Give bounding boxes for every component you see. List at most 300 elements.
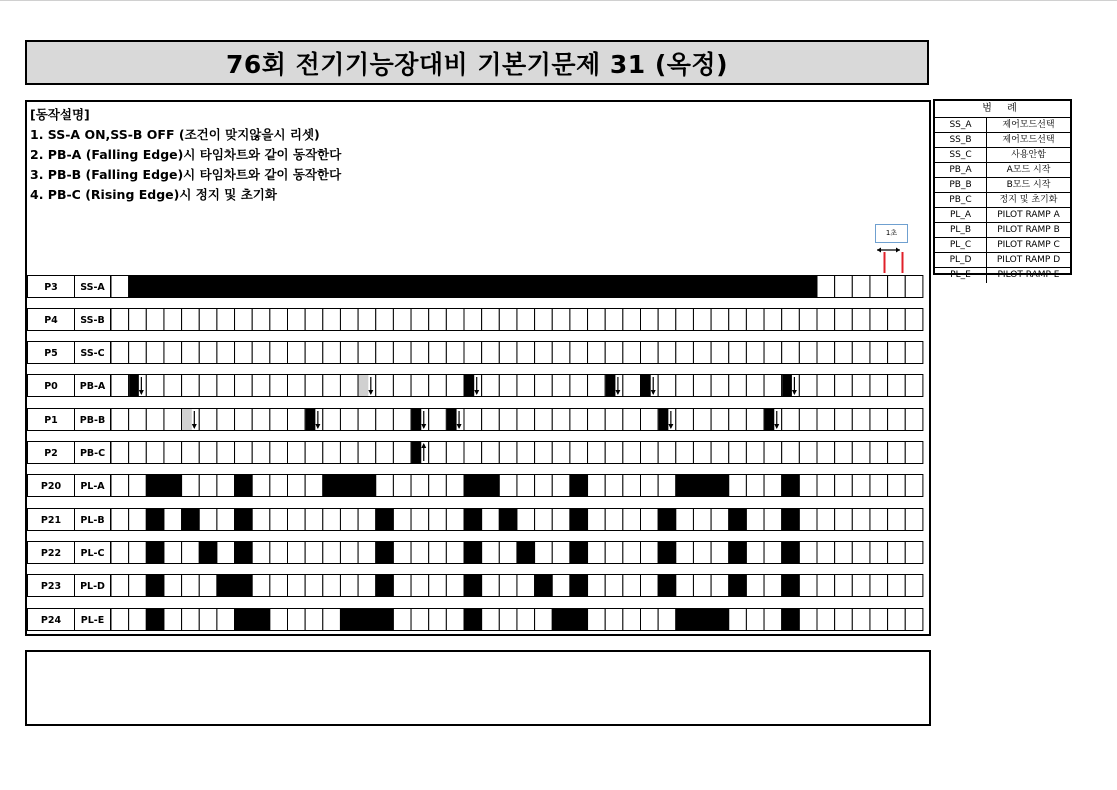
timing-cell bbox=[835, 509, 853, 531]
timing-cell bbox=[429, 342, 447, 364]
timing-cell bbox=[146, 342, 164, 364]
timing-cell bbox=[870, 375, 888, 397]
timing-cell bbox=[905, 342, 923, 364]
timing-cell bbox=[393, 475, 411, 497]
timing-cell bbox=[199, 609, 217, 631]
timing-cell bbox=[799, 409, 817, 431]
timing-cell bbox=[252, 475, 270, 497]
timing-cell bbox=[835, 442, 853, 464]
timing-cell bbox=[199, 509, 217, 531]
port-label: P24 bbox=[27, 608, 75, 631]
legend-key: PL_D bbox=[935, 253, 987, 267]
timing-cell bbox=[393, 309, 411, 331]
timing-cell bbox=[182, 542, 200, 564]
timing-cell bbox=[164, 442, 182, 464]
timing-cell bbox=[552, 575, 570, 597]
signal-on-segment bbox=[676, 474, 729, 497]
timing-cell bbox=[535, 375, 553, 397]
timing-cell bbox=[446, 342, 464, 364]
timing-cell bbox=[111, 342, 129, 364]
timing-cell bbox=[252, 409, 270, 431]
timing-cell bbox=[535, 309, 553, 331]
timing-cell bbox=[693, 342, 711, 364]
timing-cell bbox=[623, 575, 641, 597]
timing-cell bbox=[623, 509, 641, 531]
timing-cell bbox=[817, 509, 835, 531]
timing-cell bbox=[305, 509, 323, 531]
timing-cell bbox=[799, 309, 817, 331]
timing-cell bbox=[305, 342, 323, 364]
timing-cell bbox=[446, 609, 464, 631]
timing-cell bbox=[835, 276, 853, 298]
timing-cell bbox=[799, 375, 817, 397]
timing-cell bbox=[552, 475, 570, 497]
timing-cell bbox=[835, 375, 853, 397]
timing-cell bbox=[746, 509, 764, 531]
timing-cell bbox=[570, 309, 588, 331]
timing-cell bbox=[535, 409, 553, 431]
timing-cell bbox=[217, 409, 235, 431]
timing-cell bbox=[905, 442, 923, 464]
timing-cell bbox=[252, 442, 270, 464]
timing-cell bbox=[588, 342, 606, 364]
timing-cell bbox=[799, 509, 817, 531]
timing-cell bbox=[446, 575, 464, 597]
timing-cell bbox=[905, 609, 923, 631]
port-label: P21 bbox=[27, 508, 75, 531]
title-banner bbox=[25, 40, 929, 85]
timing-cell bbox=[164, 409, 182, 431]
timing-cell bbox=[746, 442, 764, 464]
description-line-4: 4. PB-C (Rising Edge)시 정지 및 초기화 bbox=[30, 187, 277, 202]
timing-cell bbox=[340, 542, 358, 564]
signal-track bbox=[111, 574, 933, 597]
legend-value: A모드 시작 bbox=[1006, 165, 1051, 175]
timing-cell bbox=[517, 409, 535, 431]
timing-cell bbox=[870, 442, 888, 464]
signal-on-segment bbox=[658, 541, 676, 564]
timing-cell bbox=[111, 475, 129, 497]
signal-on-segment bbox=[146, 508, 164, 531]
signal-on-segment bbox=[146, 574, 164, 597]
timing-cell bbox=[746, 342, 764, 364]
timing-cell bbox=[888, 475, 906, 497]
timing-cell bbox=[482, 442, 500, 464]
timing-cell bbox=[429, 575, 447, 597]
timing-cell bbox=[605, 575, 623, 597]
timing-cell bbox=[482, 542, 500, 564]
timing-cell bbox=[393, 609, 411, 631]
timing-cell bbox=[799, 342, 817, 364]
timing-cell bbox=[552, 542, 570, 564]
timing-cell bbox=[411, 609, 429, 631]
timing-cell bbox=[746, 375, 764, 397]
legend-value: PILOT RAMP A bbox=[997, 210, 1060, 220]
timing-cell bbox=[888, 442, 906, 464]
timing-cell bbox=[605, 509, 623, 531]
legend-row bbox=[935, 193, 1070, 208]
timing-cell bbox=[270, 542, 288, 564]
timing-cell bbox=[676, 509, 694, 531]
port-label: P20 bbox=[27, 474, 75, 497]
timing-cell bbox=[835, 409, 853, 431]
timing-cell bbox=[340, 409, 358, 431]
timing-cell bbox=[641, 342, 659, 364]
timing-cell bbox=[888, 542, 906, 564]
timing-cell bbox=[164, 509, 182, 531]
timing-cell bbox=[623, 375, 641, 397]
timing-cell bbox=[570, 342, 588, 364]
timing-cell bbox=[535, 442, 553, 464]
timing-cell bbox=[146, 442, 164, 464]
timing-cell bbox=[111, 409, 129, 431]
signal-on-segment bbox=[782, 574, 800, 597]
signal-on-segment bbox=[235, 474, 253, 497]
timing-cell bbox=[411, 575, 429, 597]
legend-title: 범 례 bbox=[935, 101, 1070, 118]
timing-cell bbox=[199, 575, 217, 597]
timing-cell bbox=[799, 442, 817, 464]
timing-cell bbox=[852, 475, 870, 497]
timing-cell bbox=[623, 309, 641, 331]
timing-cell bbox=[817, 342, 835, 364]
timing-cell bbox=[764, 442, 782, 464]
legend-value: PILOT RAMP D bbox=[996, 255, 1061, 265]
timing-cell bbox=[852, 575, 870, 597]
signal-on-segment bbox=[376, 508, 394, 531]
timing-cell bbox=[835, 609, 853, 631]
timing-cell bbox=[270, 509, 288, 531]
timing-cell bbox=[693, 409, 711, 431]
signal-on-segment bbox=[376, 541, 394, 564]
timing-cell bbox=[482, 409, 500, 431]
timing-cell bbox=[870, 309, 888, 331]
timing-cell bbox=[693, 309, 711, 331]
timing-cell bbox=[711, 375, 729, 397]
arrow-right-icon bbox=[896, 248, 900, 253]
timing-cell bbox=[199, 342, 217, 364]
timing-cell bbox=[288, 309, 306, 331]
timing-cell bbox=[799, 609, 817, 631]
signal-on-segment bbox=[146, 608, 164, 631]
timing-cell bbox=[605, 609, 623, 631]
timing-cell bbox=[411, 309, 429, 331]
timing-cell bbox=[764, 342, 782, 364]
signal-label: SS-A bbox=[75, 275, 111, 298]
timing-cell bbox=[711, 509, 729, 531]
timing-cell bbox=[870, 342, 888, 364]
signal-on-segment bbox=[782, 608, 800, 631]
timing-cell bbox=[182, 475, 200, 497]
timing-cell bbox=[464, 409, 482, 431]
timing-cell bbox=[411, 509, 429, 531]
timing-cell bbox=[199, 442, 217, 464]
signal-on-segment bbox=[658, 508, 676, 531]
timing-cell bbox=[270, 375, 288, 397]
timing-cell bbox=[817, 542, 835, 564]
timing-cell bbox=[340, 375, 358, 397]
port-label: P23 bbox=[27, 574, 75, 597]
signal-label: PB-A bbox=[75, 374, 111, 397]
timing-cell bbox=[393, 575, 411, 597]
timing-cell bbox=[570, 375, 588, 397]
timing-cell bbox=[782, 342, 800, 364]
pulse-mark bbox=[465, 375, 475, 396]
description-line-1: 1. SS-A ON,SS-B OFF (조건이 맞지않을시 리셋) bbox=[30, 127, 320, 142]
legend-row bbox=[935, 178, 1070, 193]
timing-cell bbox=[129, 575, 147, 597]
timing-cell bbox=[323, 342, 341, 364]
timing-cell bbox=[817, 276, 835, 298]
legend-key: PB_A bbox=[935, 163, 987, 177]
timing-cell bbox=[641, 309, 659, 331]
signal-on-segment bbox=[517, 541, 535, 564]
timing-cell bbox=[588, 475, 606, 497]
timing-cell bbox=[852, 375, 870, 397]
timing-cell bbox=[446, 509, 464, 531]
timing-cell bbox=[870, 575, 888, 597]
timing-cell bbox=[693, 542, 711, 564]
timing-cell bbox=[711, 342, 729, 364]
timing-cell bbox=[676, 375, 694, 397]
timing-cell bbox=[252, 542, 270, 564]
timing-cell bbox=[799, 542, 817, 564]
legend-key: PB_B bbox=[935, 178, 987, 192]
timing-cell bbox=[729, 342, 747, 364]
timing-cell bbox=[358, 542, 376, 564]
port-label: P2 bbox=[27, 441, 75, 464]
timing-cell bbox=[746, 475, 764, 497]
timing-cell bbox=[658, 375, 676, 397]
timing-cell bbox=[411, 542, 429, 564]
timing-cell bbox=[676, 442, 694, 464]
timing-cell bbox=[482, 509, 500, 531]
timing-cell bbox=[305, 309, 323, 331]
timing-cell bbox=[535, 509, 553, 531]
legend-row bbox=[935, 163, 1070, 178]
timing-cell bbox=[393, 375, 411, 397]
timing-cell bbox=[746, 542, 764, 564]
pulse-mark bbox=[659, 409, 669, 430]
timing-cell bbox=[905, 509, 923, 531]
timing-cell bbox=[905, 475, 923, 497]
timing-cell bbox=[323, 309, 341, 331]
timing-cell bbox=[129, 509, 147, 531]
description-heading: [동작설명] bbox=[30, 107, 90, 122]
timing-cell bbox=[588, 309, 606, 331]
legend-value: PILOT RAMP B bbox=[997, 225, 1060, 235]
timing-cell bbox=[270, 609, 288, 631]
timing-cell bbox=[711, 542, 729, 564]
timing-cell bbox=[482, 575, 500, 597]
timing-cell bbox=[905, 409, 923, 431]
legend-key: PL_A bbox=[935, 208, 987, 222]
timing-cell bbox=[817, 375, 835, 397]
notes-box bbox=[25, 650, 931, 726]
timing-cell bbox=[340, 309, 358, 331]
arrow-left-icon bbox=[877, 248, 881, 253]
signal-on-segment bbox=[729, 574, 747, 597]
timing-cell bbox=[729, 609, 747, 631]
timing-cell bbox=[393, 342, 411, 364]
timing-cell bbox=[182, 309, 200, 331]
timing-cell bbox=[235, 309, 253, 331]
timing-cell bbox=[235, 442, 253, 464]
timing-cell bbox=[711, 442, 729, 464]
timing-cell bbox=[588, 509, 606, 531]
legend-row bbox=[935, 268, 1070, 283]
timing-cell bbox=[429, 409, 447, 431]
signal-on-segment bbox=[570, 508, 588, 531]
timing-cell bbox=[623, 609, 641, 631]
port-label: P5 bbox=[27, 341, 75, 364]
pulse-mark bbox=[641, 375, 651, 396]
signal-on-segment bbox=[235, 608, 270, 631]
timing-cell bbox=[852, 342, 870, 364]
timing-cell bbox=[676, 542, 694, 564]
signal-track bbox=[111, 474, 933, 497]
timing-cell bbox=[305, 542, 323, 564]
timing-cell bbox=[499, 442, 517, 464]
page-title: 76회 전기기능장대비 기본기문제 31 (옥정) bbox=[226, 49, 728, 79]
legend-value: 제어모드선택 bbox=[1002, 135, 1055, 145]
timing-cell bbox=[552, 509, 570, 531]
timing-cell bbox=[588, 609, 606, 631]
timing-cell bbox=[870, 409, 888, 431]
legend-table bbox=[933, 99, 1072, 280]
timing-cell bbox=[323, 575, 341, 597]
timing-cell bbox=[323, 609, 341, 631]
signal-track bbox=[111, 541, 933, 564]
timing-cell bbox=[164, 309, 182, 331]
timing-cell bbox=[517, 509, 535, 531]
timing-cell bbox=[111, 509, 129, 531]
timing-cell bbox=[693, 375, 711, 397]
timing-cell bbox=[905, 375, 923, 397]
timing-cell bbox=[482, 342, 500, 364]
signal-track bbox=[111, 408, 933, 431]
timing-cell bbox=[517, 342, 535, 364]
legend-key: PL_C bbox=[935, 238, 987, 252]
timing-cell bbox=[129, 442, 147, 464]
legend-row bbox=[935, 133, 1070, 148]
timing-cell bbox=[552, 409, 570, 431]
timing-cell bbox=[340, 575, 358, 597]
signal-label: PL-E bbox=[75, 608, 111, 631]
timing-cell bbox=[217, 309, 235, 331]
timing-cell bbox=[288, 409, 306, 431]
signal-on-segment bbox=[782, 474, 800, 497]
timing-cell bbox=[499, 409, 517, 431]
legend-value: PILOT RAMP E bbox=[997, 270, 1060, 280]
timing-cell bbox=[411, 342, 429, 364]
timing-cell bbox=[446, 542, 464, 564]
signal-track bbox=[111, 608, 933, 631]
timing-cell bbox=[870, 609, 888, 631]
timing-cell bbox=[499, 309, 517, 331]
signal-label: PL-A bbox=[75, 474, 111, 497]
timing-cell bbox=[376, 342, 394, 364]
legend-row bbox=[935, 223, 1070, 238]
timing-cell bbox=[288, 509, 306, 531]
pulse-mark bbox=[306, 409, 316, 430]
timing-cell bbox=[888, 609, 906, 631]
timing-cell bbox=[182, 575, 200, 597]
timing-cell bbox=[429, 609, 447, 631]
timing-cell bbox=[358, 309, 376, 331]
signal-on-segment bbox=[182, 508, 200, 531]
timing-cell bbox=[517, 309, 535, 331]
timing-cell bbox=[464, 342, 482, 364]
timing-cell bbox=[588, 542, 606, 564]
timing-cell bbox=[446, 309, 464, 331]
timing-cell bbox=[252, 309, 270, 331]
timing-cell bbox=[376, 475, 394, 497]
timing-cell bbox=[129, 342, 147, 364]
timing-cell bbox=[305, 375, 323, 397]
timing-cell bbox=[888, 276, 906, 298]
timing-cell bbox=[746, 309, 764, 331]
timing-cell bbox=[764, 509, 782, 531]
timing-cell bbox=[888, 509, 906, 531]
legend-key: PL_E bbox=[935, 268, 987, 283]
timing-cell bbox=[182, 375, 200, 397]
timing-cell bbox=[146, 375, 164, 397]
timing-cell bbox=[129, 542, 147, 564]
timing-cell bbox=[905, 542, 923, 564]
pulse-mark bbox=[359, 375, 369, 396]
timing-cell bbox=[764, 575, 782, 597]
timing-cell bbox=[129, 309, 147, 331]
timing-cell bbox=[711, 309, 729, 331]
timing-cell bbox=[870, 276, 888, 298]
timing-cell bbox=[111, 609, 129, 631]
legend-row bbox=[935, 148, 1070, 163]
timing-cell bbox=[623, 542, 641, 564]
timing-cell bbox=[852, 409, 870, 431]
timing-cell bbox=[429, 509, 447, 531]
timing-cell bbox=[693, 575, 711, 597]
timing-cell bbox=[641, 442, 659, 464]
timing-cell bbox=[517, 375, 535, 397]
timing-cell bbox=[376, 375, 394, 397]
signal-on-segment bbox=[217, 574, 235, 597]
timing-cell bbox=[693, 442, 711, 464]
signal-on-segment bbox=[499, 508, 517, 531]
timing-cell bbox=[270, 342, 288, 364]
time-unit-label: 1초 bbox=[885, 229, 898, 237]
signal-on-segment bbox=[199, 541, 217, 564]
timing-cell bbox=[746, 409, 764, 431]
timing-cell bbox=[429, 442, 447, 464]
signal-on-segment bbox=[146, 541, 164, 564]
timing-cell bbox=[799, 575, 817, 597]
timing-cell bbox=[870, 542, 888, 564]
timing-cell bbox=[623, 409, 641, 431]
timing-cell bbox=[535, 475, 553, 497]
timing-cell bbox=[288, 542, 306, 564]
signal-label: PB-C bbox=[75, 441, 111, 464]
timing-cell bbox=[605, 442, 623, 464]
timing-cell bbox=[340, 509, 358, 531]
timing-cell bbox=[641, 575, 659, 597]
signal-track bbox=[111, 341, 933, 364]
legend-row bbox=[935, 208, 1070, 223]
pulse-mark bbox=[447, 409, 457, 430]
port-label: P22 bbox=[27, 541, 75, 564]
timing-cell bbox=[888, 409, 906, 431]
timing-cell bbox=[835, 575, 853, 597]
